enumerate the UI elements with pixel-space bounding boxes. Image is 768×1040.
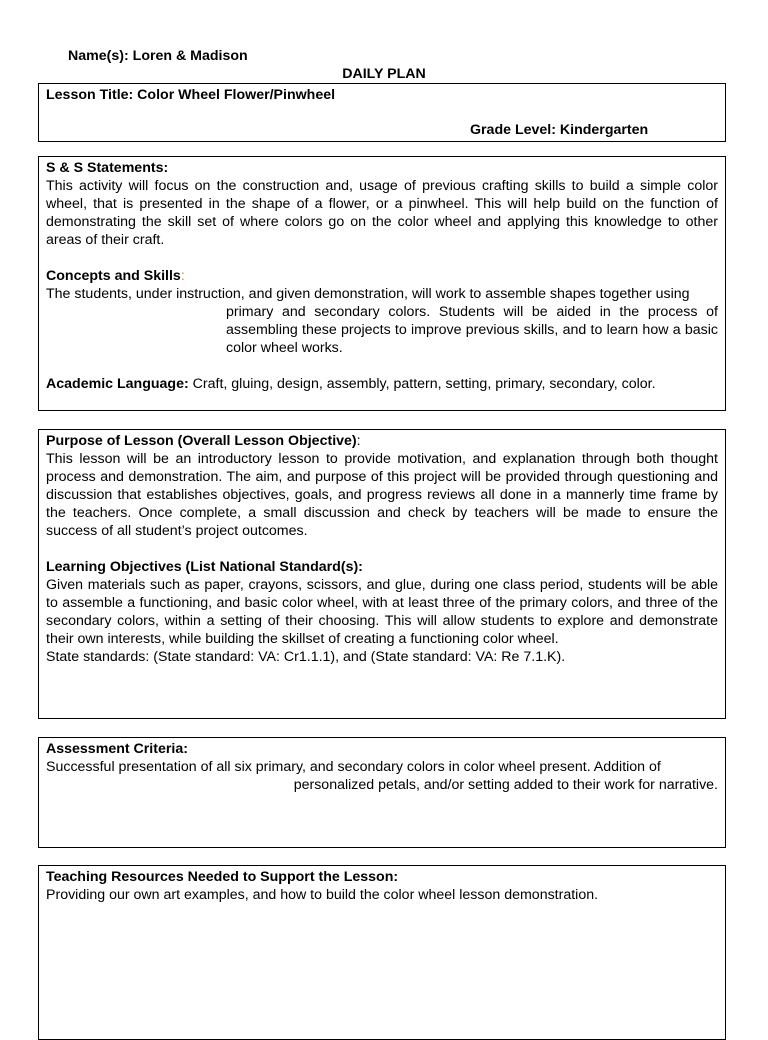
academic-text: Craft, gluing, design, assembly, pattern, setting, primary, secondary, color. — [188, 376, 656, 392]
concepts-line1: The students, under instruction, and given demonstration, will work to assemble shapes together using — [46, 286, 690, 302]
objectives-heading: Learning Objectives (List National Standard(s): — [46, 559, 363, 575]
lesson-title: Lesson Title: Color Wheel Flower/Pinwheel — [46, 87, 336, 103]
purpose-heading-colon: : — [356, 433, 361, 449]
concepts-heading-text: Concepts and Skills — [46, 268, 181, 284]
purpose-body: This lesson will be an introductory lesson to provide motivation, and explanation through both thought process and demonstration. The aim, and purpose of this project will be provided through questioning and discussion that establishes objectives, goals, and progress reviews all done in a mannerly time frame by the teachers. Once complete, a small discussion and check by teachers will be made to ensure the success of all student’s project outcomes. — [46, 451, 718, 539]
grade-level: Grade Level: Kindergarten — [470, 122, 649, 138]
document-title: DAILY PLAN — [342, 66, 426, 82]
academic-language — [46, 375, 718, 393]
concepts-body: primary and secondary colors. Students will be aided in the process of assembling these projects to improve previous skills, and to learn how a basic color wheel works. — [226, 304, 718, 356]
ss-statements-box — [38, 156, 726, 411]
resources-heading: Teaching Resources Needed to Support the Lesson: — [46, 869, 399, 885]
state-standards: State standards: (State standard: VA: Cr1.1.1), and (State standard: VA: Re 7.1.K). — [46, 649, 566, 665]
assessment-heading: Assessment Criteria: — [46, 741, 188, 757]
academic-label: Academic Language: — [46, 376, 189, 392]
assessment-line1: Successful presentation of all six primary, and secondary colors in color wheel present. Addition of — [46, 759, 661, 775]
ss-heading: S & S Statements: — [46, 160, 169, 176]
concepts-colon: : — [180, 268, 185, 284]
objectives-body: Given materials such as paper, crayons, scissors, and glue, during one class period, students will be able to assemble a functioning, and basic color wheel, with at least three of the primary colors, and three of the secondary colors, within a setting of their choosing. This will allow students to explore and demonstrate their own interests, while building the skillset of creating a functioning color wheel. — [46, 577, 718, 647]
purpose-box — [38, 429, 726, 719]
lesson-title-box — [38, 83, 726, 142]
concepts-heading — [46, 267, 718, 285]
resources-body: Providing our own art examples, and how to build the color wheel lesson demonstration. — [46, 887, 599, 903]
names-line: Name(s): Loren & Madison — [68, 48, 248, 64]
assessment-box — [38, 737, 726, 848]
purpose-heading-row — [46, 432, 718, 450]
resources-box — [38, 865, 726, 1040]
purpose-heading: Purpose of Lesson (Overall Lesson Objective) — [46, 433, 357, 449]
ss-body: This activity will focus on the construction and, usage of previous crafting skills to build a simple color wheel, that is presented in the shape of a flower, or a pinwheel. This will help build on the function of demonstrating the skill set of where colors go on the color wheel and applying this knowledge to other areas of their craft. — [46, 178, 718, 248]
assessment-line2: personalized petals, and/or setting added to their work for narrative. — [293, 777, 718, 793]
